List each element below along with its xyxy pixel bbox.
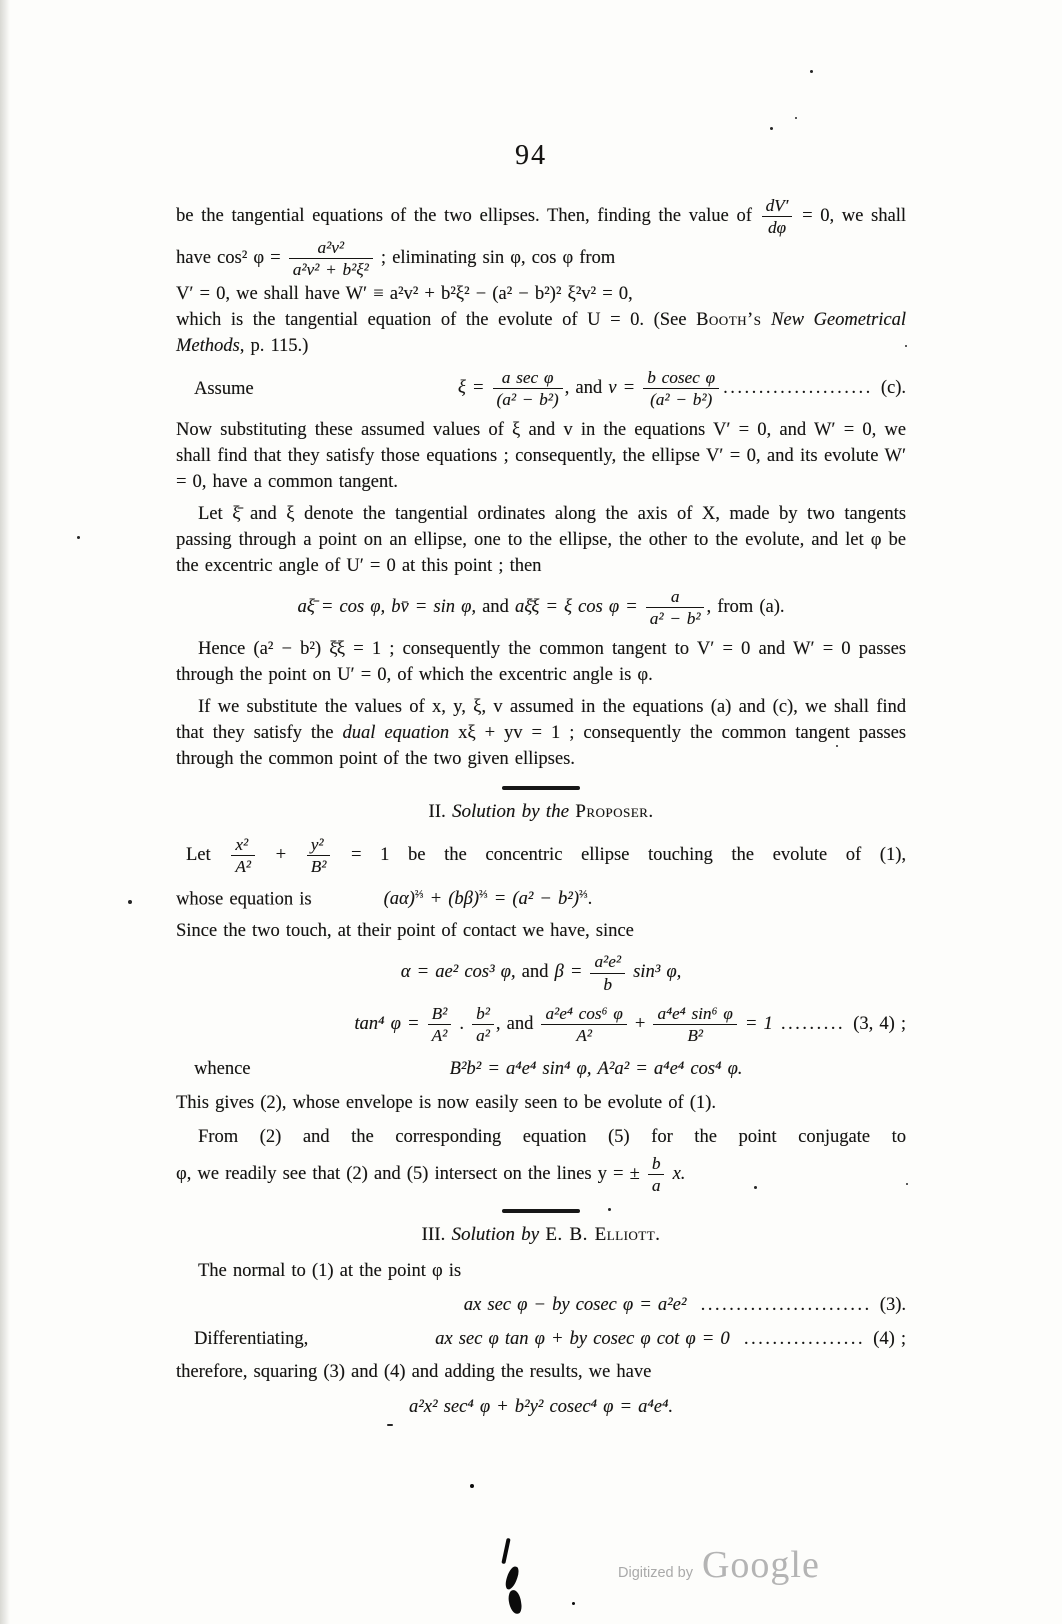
equation-text: tan⁴ φ = [354, 1014, 426, 1034]
equation-text: (aα) [383, 889, 415, 910]
ink-speck [387, 1424, 393, 1426]
equation-text: aξ̄ξ = ξ cos φ = [514, 596, 644, 617]
equation-W-prime: V′ = 0, we shall have W′ ≡ a²v² + b²ξ² − (a² − b²)² ξ²v² = 0, [176, 284, 633, 305]
line-whose-equation [176, 882, 906, 912]
ink-speck [128, 900, 132, 904]
dot-leader: ......... [780, 1014, 846, 1034]
equation-tag-c: (c). [874, 378, 906, 399]
fraction-dV-dphi [762, 196, 793, 238]
fraction-numerator: B² [428, 1004, 452, 1025]
fraction-denominator: B² [687, 1026, 703, 1046]
equation-text: = 1 [738, 1014, 779, 1034]
fraction-denominator: a²v² + b²ξ² [292, 259, 369, 279]
ink-smudge [507, 1589, 522, 1614]
fraction-denominator: b [603, 974, 613, 994]
line-this-gives: This gives (2), whose envelope is now easily seen to be evolute of (1). [176, 1092, 716, 1113]
section-heading-3 [176, 1222, 906, 1248]
ink-speck [608, 1208, 611, 1211]
line-concentric-ellipse [176, 835, 906, 877]
body-text: Let [186, 844, 230, 865]
equation-tag-3-4: (3, 4) ; [847, 1014, 906, 1034]
ink-smudge [470, 1484, 474, 1488]
body-text: ; eliminating sin φ, cos φ from [374, 247, 616, 268]
line-normal-to-1: The normal to (1) at the point φ is [198, 1260, 462, 1281]
author-booth: Booth’s [696, 310, 762, 331]
equation-3-4-row [176, 1004, 906, 1046]
body-text: = 1 be the concentric ellipse touching the evolute of (1), [332, 844, 907, 865]
body-text: , and [564, 378, 609, 399]
equation-4-row [176, 1326, 906, 1352]
equation-text: . [587, 889, 593, 910]
fraction-a-sec-phi [493, 368, 563, 410]
fraction-denominator: A² [431, 1026, 448, 1046]
body-text: and [515, 962, 555, 983]
equation-label-whence: whence [194, 1058, 251, 1079]
ink-smudge [501, 1538, 510, 1564]
fraction-denominator: B² [310, 856, 327, 876]
fraction-cos2phi [289, 238, 373, 280]
equation-text: ax sec φ − by cosec φ = a²e² [463, 1294, 687, 1315]
fraction-denominator: (a² − b²) [496, 390, 559, 410]
exponent-two-thirds: ⅔ [414, 889, 424, 902]
page-number: 94 [515, 140, 547, 171]
fraction-denominator: a² [476, 1026, 490, 1046]
operator-dot: . [453, 1014, 471, 1034]
body-text: , and [495, 1014, 540, 1034]
section-heading-2 [176, 799, 906, 825]
equation-label-differentiating: Differentiating, [194, 1328, 309, 1349]
ink-speck [770, 127, 773, 130]
fraction-denominator: A² [235, 856, 251, 876]
operator-plus: + [256, 844, 305, 865]
fraction-sin6 [653, 1004, 736, 1046]
fraction-b-cosec-phi [643, 368, 719, 410]
equation-c-row [176, 368, 906, 410]
paragraph-substituting: Now substituting these assumed values of ξ and v in the equations V′ = 0, and W′ = 0, we shall find that they satisfy those equations ; consequently, the ellipse V′ = 0, and its evolute W′ = 0, have a common tangent. [176, 419, 906, 492]
body-text: which is the tangential equation of the evolute of U = 0. (See [176, 310, 697, 331]
equation-text: x. [666, 1163, 686, 1184]
page-content [176, 196, 906, 1429]
equation-text: sin³ φ, [626, 962, 682, 983]
dot-leader: ..................... [723, 378, 873, 399]
fraction-denominator: A² [576, 1026, 592, 1046]
fraction-numerator: a²e² [590, 952, 625, 973]
paragraph-tangential-ordinates: Let ξ̄ and ξ denote the tangential ordinates along the axis of X, made by two tangents passing through a point on an ellipse, one to the ellipse, the other to the evolute, and let φ be the excentric angle of U′ = 0 at this point ; then [176, 503, 906, 576]
fraction-numerator: x² [231, 835, 255, 856]
section-number: III. [421, 1223, 452, 1245]
fraction-denominator: dφ [767, 218, 787, 238]
equation-a-row [176, 587, 906, 629]
solver-name: E. B. Elliott. [545, 1223, 661, 1245]
digitization-watermark [618, 1543, 820, 1587]
fraction-denominator: a [651, 1175, 661, 1195]
body-text: If we substitute the values of x, y, ξ, v assumed in the equations (a) and (c), we shall find that they satisfy the [176, 697, 906, 744]
equation-text: = (a² − b²) [487, 889, 579, 910]
fraction-a2e2-b [590, 952, 625, 994]
line-therefore: therefore, squaring (3) and (4) and adding the results, we have [176, 1361, 652, 1382]
equation-text: β = [554, 962, 589, 983]
equation-text: a²x² sec⁴ φ + b²y² cosec⁴ φ = a⁴e⁴. [408, 1396, 674, 1417]
fraction-denominator: a² − b² [649, 608, 701, 628]
ink-speck [77, 536, 80, 539]
section-divider [502, 786, 580, 790]
equation-text: aξ̄ = cos φ, bv̄ = sin φ, [297, 596, 476, 617]
operator-plus: + [628, 1014, 652, 1034]
section-number: II. [428, 800, 453, 822]
fraction-y2-B2 [307, 835, 331, 877]
ink-smudge [504, 1565, 521, 1591]
paragraph-evolute-reference [176, 307, 906, 359]
fraction-numerator: a²v² [289, 238, 373, 259]
ink-smudge [572, 1602, 575, 1605]
ink-speck [795, 117, 797, 119]
solver-name: Proposer. [575, 800, 654, 822]
fraction-numerator: b cosec φ [643, 368, 719, 389]
ink-speck [905, 345, 907, 347]
body-text: φ, we readily see that (2) and (5) intersect on the lines y = ± [176, 1163, 646, 1184]
fraction-b2-a2 [472, 1004, 494, 1046]
body-text: , p. 115.) [239, 336, 309, 357]
emphasis-dual-equation: dual equation [342, 723, 450, 744]
paragraph-hence: Hence (a² − b²) ξ̄ξ = 1 ; consequently the common tangent to V′ = 0 and W′ = 0 passes through the point on U′ = 0, of which the excentric angle is φ. [176, 639, 906, 686]
dot-leader: ........................ [700, 1294, 872, 1315]
equation-tag-3: (3). [873, 1294, 906, 1315]
fraction-x2-A2 [231, 835, 255, 877]
equation-3-row [176, 1292, 906, 1318]
fraction-numerator: a²e⁴ cos⁶ φ [541, 1004, 626, 1025]
ink-speck [906, 1183, 908, 1185]
section-divider [502, 1209, 580, 1213]
equation-label-assume: Assume [194, 378, 254, 399]
ink-speck [754, 1186, 757, 1189]
line-since-touch: Since the two touch, at their point of contact we have, since [176, 921, 634, 942]
paragraph-tangential-equations [176, 196, 906, 279]
equation-text: v = [608, 378, 642, 399]
equation-tag-4: (4) ; [867, 1328, 906, 1349]
ink-speck [810, 70, 813, 73]
fraction-numerator: a⁴e⁴ sin⁶ φ [653, 1004, 736, 1025]
fraction-numerator: a sec φ [493, 368, 563, 389]
paragraph-dual-equation [176, 694, 906, 772]
book-title: New Geometrical Methods [176, 310, 906, 357]
body-text: be the tangential equations of the two ellipses. Then, finding the value of [176, 206, 760, 227]
body-text: whose equation is [176, 889, 312, 910]
fraction-b-a [648, 1154, 665, 1196]
body-text: , from (a). [706, 596, 785, 617]
equation-text: ax sec φ tan φ + by cosec φ cot φ = 0 [435, 1328, 730, 1349]
equation-alpha-beta [176, 952, 906, 994]
body-text: xξ + yv = 1 ; consequently the common tangent passes through the common point of the two given ellipses. [176, 723, 907, 770]
exponent-two-thirds: ⅔ [479, 889, 488, 902]
section-title: Solution by [451, 1223, 546, 1245]
dot-leader: ................. [743, 1328, 866, 1349]
fraction-B2-A2 [428, 1004, 452, 1046]
watermark-prefix: Digitized by [618, 1565, 693, 1581]
fraction-a-over-a2b2 [646, 587, 705, 629]
fraction-denominator: (a² − b²) [650, 390, 713, 410]
equation-evolute [384, 889, 593, 909]
exponent-two-thirds: ⅔ [579, 889, 588, 902]
fraction-numerator: b [648, 1154, 665, 1175]
equation-text: α = ae² cos³ φ, [400, 962, 516, 983]
body-text: = 0, we shall have cos² φ = [176, 206, 906, 268]
body-text: and [475, 596, 515, 617]
equation-final [176, 1394, 906, 1420]
fraction-numerator: a [646, 587, 705, 608]
fraction-numerator: b² [472, 1004, 494, 1025]
line-from-2: From (2) and the corresponding equation (5) for the point conjugate to [198, 1126, 906, 1147]
fraction-numerator: dV′ [762, 196, 793, 217]
section-title: Solution by the [452, 800, 576, 822]
equation-text: ξ = [457, 378, 491, 399]
google-logo: Google [701, 1544, 820, 1586]
ink-speck [836, 745, 838, 747]
equation-text: B²b² = a⁴e⁴ sin⁴ φ, A²a² = a⁴e⁴ cos⁴ φ. [449, 1058, 743, 1079]
fraction-cos6 [541, 1004, 626, 1046]
equation-whence-row [176, 1056, 906, 1082]
equation-text: + (bβ) [423, 889, 479, 910]
line-intersect [176, 1154, 906, 1196]
fraction-numerator: y² [307, 835, 331, 856]
